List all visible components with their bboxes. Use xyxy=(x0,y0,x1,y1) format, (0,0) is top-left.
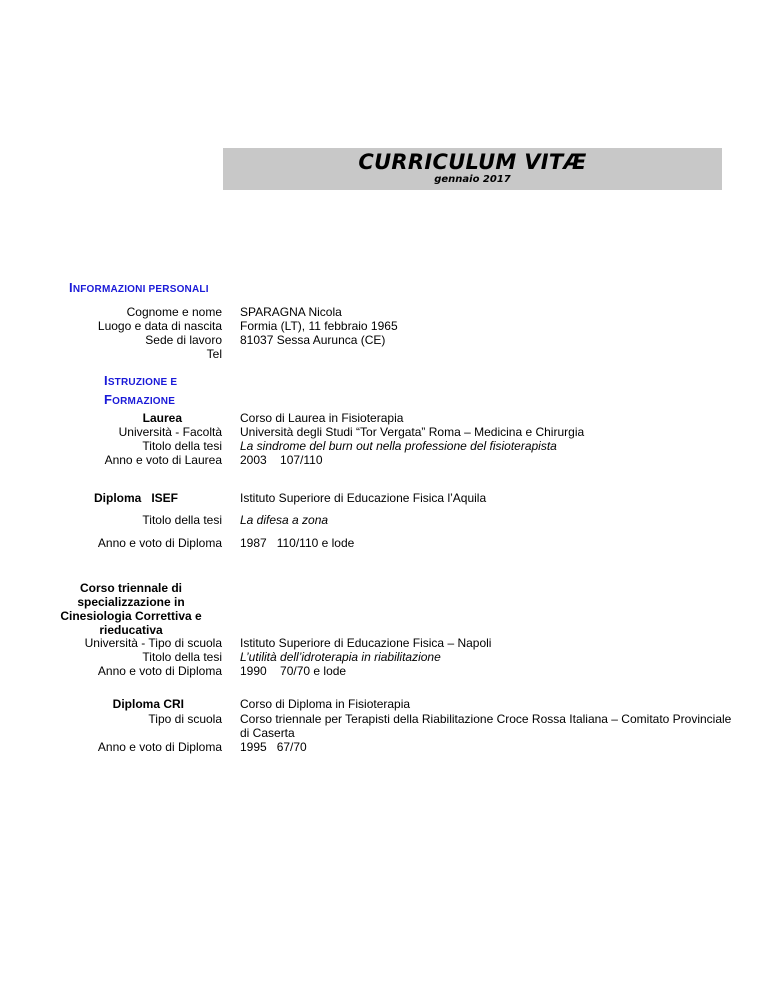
isef-institute: Istituto Superiore di Educazione Fisica l’Aquila xyxy=(240,491,487,505)
value-workplace: 81037 Sessa Aurunca (CE) xyxy=(240,333,386,347)
cri-label-year: Anno e voto di Diploma xyxy=(97,740,222,754)
cri-type-line2: di Caserta xyxy=(240,726,295,740)
laurea-course: Corso di Laurea in Fisioterapia xyxy=(240,411,404,425)
isef-title: Diploma ISEF xyxy=(93,491,178,505)
section-heading-education-2 xyxy=(104,392,175,407)
laurea-label-university: Università - Facoltà xyxy=(118,425,222,439)
triennale-title-line1: Corso triennale di xyxy=(79,581,183,595)
section-heading-education-line2: FORMAZIONE xyxy=(104,392,176,407)
triennale-title-line2: specializzazione in xyxy=(77,595,185,609)
laurea-label-year: Anno e voto di Laurea xyxy=(104,453,222,467)
isef-label-year: Anno e voto di Diploma xyxy=(97,536,222,550)
isef-year: 1987 110/110 e lode xyxy=(240,536,355,550)
label-birth: Luogo e data di nascita xyxy=(97,319,222,333)
label-tel: Tel xyxy=(206,347,222,361)
value-name: SPARAGNA Nicola xyxy=(240,305,342,319)
laurea-university: Università degli Studi “Tor Vergata” Roma – Medicina e Chirurgia xyxy=(240,425,585,439)
triennale-label-school: Università - Tipo di scuola xyxy=(84,636,222,650)
title-banner xyxy=(223,148,722,190)
triennale-school: Istituto Superiore di Educazione Fisica – Napoli xyxy=(240,636,492,650)
isef-thesis: La difesa a zona xyxy=(240,513,329,527)
triennale-label-year: Anno e voto di Diploma xyxy=(97,664,222,678)
section-heading-education: ISTRUZIONE E xyxy=(104,373,178,388)
document-date: gennaio 2017 xyxy=(434,174,511,185)
triennale-title-line4: rieducativa xyxy=(99,623,163,637)
cri-year: 1995 67/70 xyxy=(240,740,307,754)
triennale-title-line3: Cinesiologia Correttiva e xyxy=(60,609,202,623)
cri-label-type: Tipo di scuola xyxy=(148,712,222,726)
laurea-year: 2003 107/110 xyxy=(240,453,323,467)
triennale-label-thesis: Titolo della tesi xyxy=(142,650,222,664)
document-title: CURRICULUM VITÆ xyxy=(358,150,587,174)
laurea-title: Laurea xyxy=(142,411,182,425)
cri-type-line1: Corso triennale per Terapisti della Riabilitazione Croce Rossa Italiana – Comitato Provinciale xyxy=(240,712,732,726)
label-workplace: Sede di lavoro xyxy=(145,333,222,347)
triennale-title xyxy=(56,581,206,637)
laurea-thesis: La sindrome del burn out nella professione del fisioterapista xyxy=(240,439,557,453)
section-heading-personal: INFORMAZIONI PERSONALI xyxy=(69,280,209,295)
triennale-thesis: L’utilità dell’idroterapia in riabilitazione xyxy=(240,650,441,664)
cri-title: Diploma CRI xyxy=(112,697,184,711)
cri-course: Corso di Diploma in Fisioterapia xyxy=(240,697,411,711)
isef-label-thesis: Titolo della tesi xyxy=(142,513,222,527)
label-name: Cognome e nome xyxy=(126,305,222,319)
laurea-label-thesis: Titolo della tesi xyxy=(142,439,222,453)
triennale-year: 1990 70/70 e lode xyxy=(240,664,347,678)
value-birth: Formia (LT), 11 febbraio 1965 xyxy=(240,319,398,333)
